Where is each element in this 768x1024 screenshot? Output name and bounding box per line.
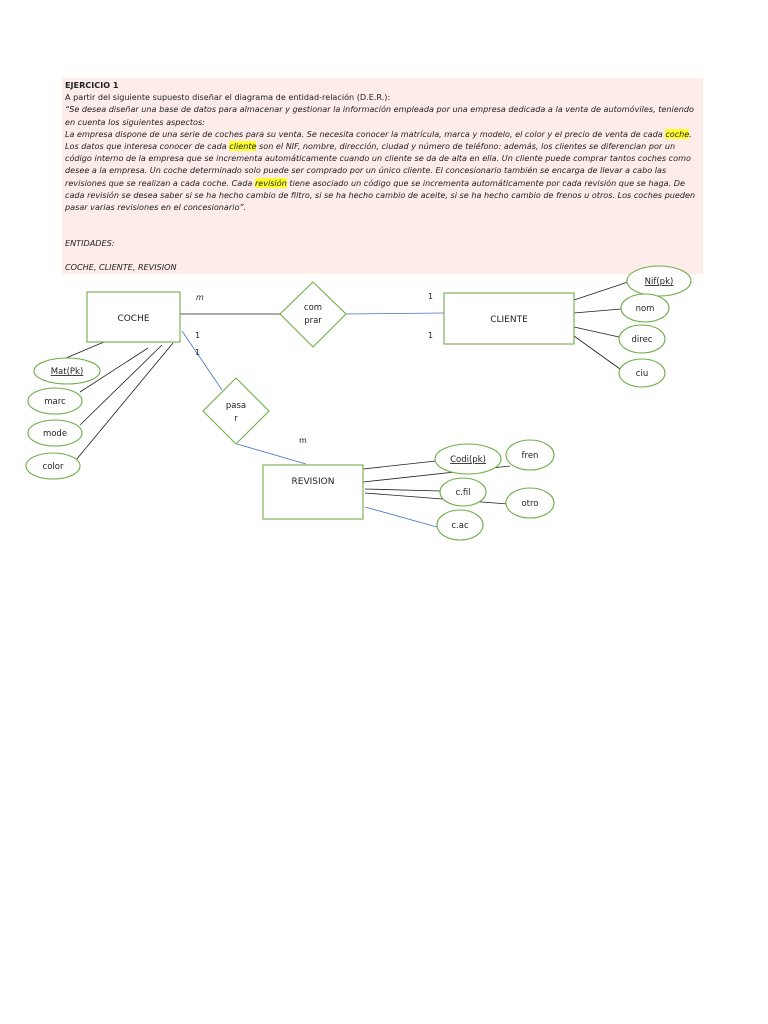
line-cliente-nif [574,282,628,300]
line-revision-cac [365,507,437,527]
highlight-coche: coche [665,128,690,139]
line-pasar-revision [237,444,306,464]
relationship-pasar-label-2: r [234,414,238,424]
entity-coche [87,292,180,342]
attribute-otro-label: otro [521,499,539,509]
attribute-nif-label: Nif(pk) [644,277,674,287]
revision-attributes [435,440,554,540]
attribute-mode-label: mode [42,429,68,439]
cardinality-revision-pasar: m [299,436,307,445]
attribute-ciu-label: ciu [635,369,649,379]
line-revision-cfil [365,489,440,491]
relationship-comprar-label-2: prar [304,316,322,326]
cardinality-coche-comprar: m [196,293,204,302]
line-cliente-nom [574,309,621,313]
text-segment: Los datos que interesa conocer de cada [65,141,230,152]
text-segment: tiene asociado un código que se incrementa automáticamente por cada revisión que se haga. De cada revisión se desea saber si se ha hecho cambio de filtro, si se ha hecho cambio de aceite, si se ha hecho cambio de frenos u otros. Los coches pueden pasar varias revisiones en el concesionario”. [65,177,696,213]
entity-revision [263,465,363,519]
statement-paragraph-1: “Se desea diseñar una base de datos para almacenar y gestionar la información empleada por una empresa dedicada a la venta de automóviles, teniendo en cuenta los siguientes aspectos: [65,104,694,127]
cardinality-coche-pasar-b: 1 [195,348,201,357]
cardinality-cliente-comprar-side: 1 [428,331,434,340]
line-coche-color [76,343,173,460]
attribute-nom-label: nom [635,304,655,314]
cardinality-cliente-comprar-top: 1 [428,292,434,301]
line-revision-otro [365,493,508,504]
line-coche-mode [80,345,162,425]
coche-attributes [26,358,100,479]
relationship-pasar-diamond [203,378,269,444]
attribute-marc-label: marc [44,397,66,407]
cardinality-coche-pasar-a: 1 [195,331,201,340]
relationship-pasar [203,378,269,444]
line-coche-pasar [182,331,222,390]
attribute-codi-label: Codi(pk) [450,455,486,465]
line-cliente-ciu [574,336,620,369]
attribute-cfil-label: c.fil [455,488,471,498]
exercise-intro: A partir del siguiente supuesto diseñar el diagrama de entidad-relación (D.E.R.): [65,92,391,103]
relationship-pasar-label-1: pasa [225,401,247,411]
entity-coche-label: COCHE [117,314,150,324]
line-revision-codi [363,461,436,469]
attribute-cac-label: c.ac [451,521,469,531]
entities-heading: ENTIDADES: [65,238,115,249]
text-segment: son el NIF, nombre, dirección, ciudad y número de teléfono: además, los clientes se diferencian por un código interno de la empresa que se incrementa automáticamente cuando un cliente se da de alta en ella. Un cliente puede comprar tantos coches como desee a la empresa. Un coche determinado solo puede ser comprado por un único cliente. El concesionario también se encarga de llevar a cabo las revisiones que se realizan a cada coche. Cada [65,141,691,188]
attribute-direc-label: direc [631,335,653,345]
text-segment: La empresa dispone de una serie de coches para su venta. Se necesita conocer la matrícula, marca y modelo, el color y el precio de venta de cada [65,128,666,139]
attribute-fren-label: fren [521,451,539,461]
attribute-mat-label: Mat(Pk) [50,367,84,377]
line-comprar-cliente [345,313,444,314]
text-segment: . [689,128,692,139]
highlight-revision: revisión [254,177,287,188]
relationship-comprar [280,282,346,347]
entity-cliente-label: CLIENTE [490,315,528,325]
line-coche-mat [66,342,104,358]
cliente-attributes [619,266,691,387]
attribute-color-label: color [42,462,64,472]
highlight-cliente: cliente [229,141,257,152]
entity-revision-label: REVISION [291,477,335,487]
exercise-title: EJERCICIO 1 [65,80,119,90]
relationship-comprar-label-1: com [303,303,323,313]
entity-cliente [444,293,574,344]
relationship-comprar-diamond [280,282,346,347]
entities-list: COCHE, CLIENTE, REVISION [65,262,177,273]
line-cliente-direc [574,327,619,337]
entity-revision-box [263,465,363,519]
